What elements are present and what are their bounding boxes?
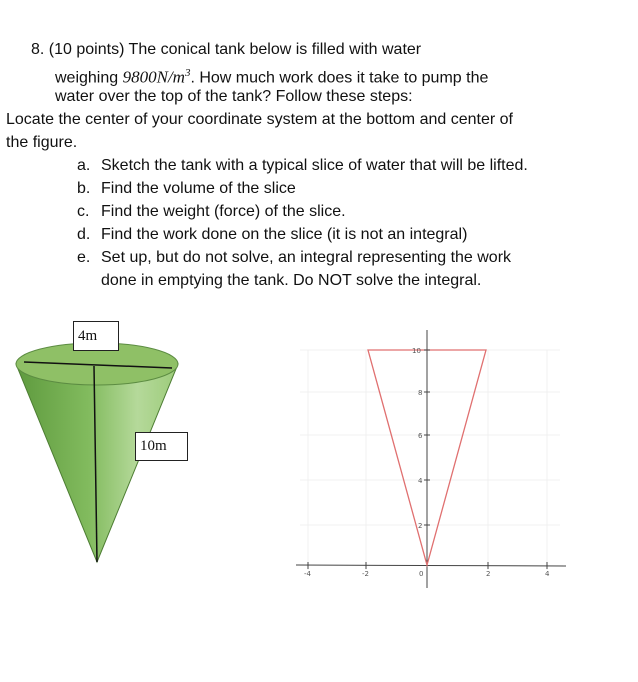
x-tick-4: 4 xyxy=(545,570,550,578)
y-tick-8: 8 xyxy=(418,389,423,397)
weighing-prefix: weighing xyxy=(55,69,123,87)
step-d-text: Find the work done on the slice (it is not an integral) xyxy=(101,226,468,243)
step-e-line-2: done in emptying the tank. Do NOT solve the integral. xyxy=(101,272,482,289)
weight-value: 9800N/m xyxy=(122,67,185,87)
figure-area xyxy=(0,320,638,620)
x-axis xyxy=(296,565,566,566)
step-a-text: Sketch the tank with a typical slice of water that will be lifted. xyxy=(101,157,528,174)
locate-line-2: the figure. xyxy=(6,134,78,151)
step-d-marker: d. xyxy=(77,226,91,243)
problem-line-1 xyxy=(31,40,421,60)
y-tick-10: 10 xyxy=(412,347,421,355)
step-a xyxy=(77,156,528,176)
step-c xyxy=(77,202,346,222)
x-tick-neg2: -2 xyxy=(362,570,369,578)
weighing-suffix: . How much work does it take to pump the xyxy=(190,69,489,87)
radius-label: 4m xyxy=(73,321,119,351)
problem-line-2 xyxy=(55,63,488,88)
y-tick-6: 6 xyxy=(418,432,423,440)
graph-grid xyxy=(300,350,560,570)
x-tick-neg4: -4 xyxy=(304,570,311,578)
locate-line-1: Locate the center of your coordinate system at the bottom and center of xyxy=(6,111,513,128)
problem-text-1: The conical tank below is filled with water xyxy=(128,41,422,58)
height-label: 10m xyxy=(135,432,188,461)
step-a-marker: a. xyxy=(77,157,91,174)
problem-line-3: water over the top of the tank? Follow these steps: xyxy=(55,88,413,105)
x-tick-0: 0 xyxy=(419,570,424,578)
y-tick-4: 4 xyxy=(418,477,423,485)
coordinate-graph xyxy=(0,320,638,620)
x-tick-2: 2 xyxy=(486,570,491,578)
step-e-text: Set up, but do not solve, an integral representing the work xyxy=(101,249,512,266)
step-b xyxy=(77,179,296,199)
step-e xyxy=(77,248,511,268)
y-tick-2: 2 xyxy=(418,522,423,530)
step-d xyxy=(77,225,467,245)
step-b-marker: b. xyxy=(77,180,91,197)
problem-points: (10 points) xyxy=(48,41,125,58)
step-c-marker: c. xyxy=(77,203,90,220)
problem-number: 8. xyxy=(31,41,45,58)
step-e-marker: e. xyxy=(77,249,91,266)
step-c-text: Find the weight (force) of the slice. xyxy=(101,203,346,220)
weight-exponent: 3 xyxy=(184,67,191,79)
step-b-text: Find the volume of the slice xyxy=(101,180,296,197)
